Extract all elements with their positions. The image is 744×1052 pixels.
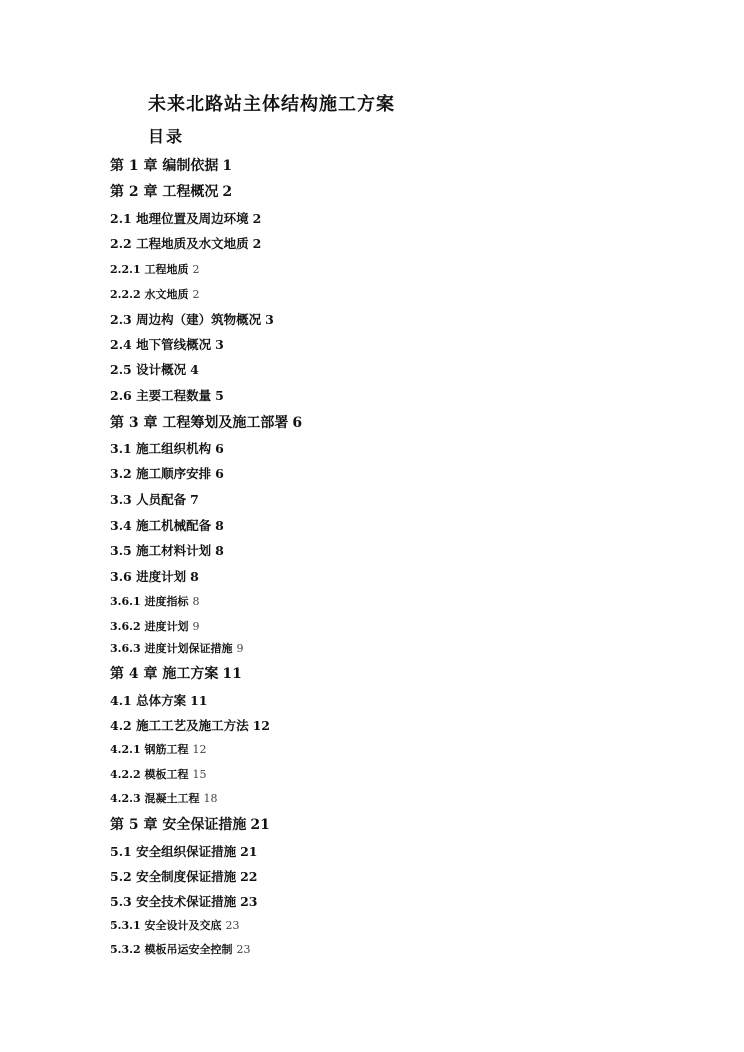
toc-entry-title: 3.5 施工材料计划: [110, 543, 212, 558]
toc-entry-title: 3.6.2 进度计划: [110, 620, 189, 633]
toc-entry-title: 5.3 安全技术保证措施: [110, 894, 237, 909]
toc-entry-title: 3.6 进度计划: [110, 569, 187, 584]
toc-entry-page-number: 23: [240, 894, 258, 909]
toc-entry-page-number: 3: [215, 337, 224, 352]
toc-entry-page-number: 8: [215, 518, 224, 533]
toc-entry[interactable]: [110, 663, 242, 683]
toc-entry[interactable]: [110, 814, 270, 834]
toc-entry-page-number: 2: [192, 263, 200, 276]
toc-entry[interactable]: [110, 917, 239, 933]
toc-entry-page-number: 21: [240, 844, 258, 859]
toc-entry[interactable]: [110, 541, 224, 559]
toc-entry[interactable]: [110, 741, 206, 757]
toc-entry[interactable]: [110, 691, 208, 709]
toc-entry-title: 第 5 章 安全保证措施: [110, 817, 247, 833]
toc-entry-title: 第 3 章 工程筹划及施工部署: [110, 415, 289, 431]
toc-entry[interactable]: [110, 567, 199, 585]
toc-entry-title: 2.1 地理位置及周边环境: [110, 211, 249, 226]
toc-entry-title: 第 2 章 工程概况: [110, 184, 219, 200]
toc-entry-title: 5.2 安全制度保证措施: [110, 869, 237, 884]
toc-entry-page-number: 23: [236, 943, 251, 956]
toc-entry-page-number: 9: [236, 642, 244, 655]
toc-entry[interactable]: [110, 234, 261, 252]
toc-entry-title: 第 1 章 编制依据: [110, 158, 219, 174]
toc-entry-page-number: 18: [203, 792, 218, 805]
toc-entry-page-number: 9: [192, 620, 200, 633]
toc-entry-page-number: 22: [240, 869, 258, 884]
toc-entry-title: 3.1 施工组织机构: [110, 441, 212, 456]
toc-entry[interactable]: [110, 867, 258, 885]
toc-entry-page-number: 11: [222, 666, 242, 682]
toc-entry[interactable]: [110, 490, 199, 508]
toc-heading: 目录: [148, 127, 185, 146]
toc-entry-page-number: 4: [190, 362, 199, 377]
toc-entry[interactable]: [110, 310, 274, 328]
toc-entry-title: 3.6.3 进度计划保证措施: [110, 642, 233, 655]
toc-entry[interactable]: [110, 286, 199, 302]
toc-entry-page-number: 3: [265, 312, 274, 327]
toc-entry-page-number: 6: [215, 466, 224, 481]
toc-entry-page-number: 11: [190, 693, 208, 708]
toc-entry[interactable]: [110, 618, 199, 634]
toc-entry-page-number: 2: [252, 211, 262, 226]
toc-entry-page-number: 8: [215, 543, 224, 558]
toc-entry-title: 2.6 主要工程数量: [110, 388, 212, 403]
toc-entry[interactable]: [110, 181, 232, 201]
toc-entry[interactable]: [110, 464, 224, 482]
toc-entry-page-number: 12: [192, 743, 207, 756]
toc-entry-page-number: 6: [215, 441, 224, 456]
toc-entry[interactable]: [110, 516, 224, 534]
toc-entry[interactable]: [110, 640, 243, 656]
toc-entry-page-number: 7: [190, 492, 199, 507]
toc-entry-title: 4.2.2 模板工程: [110, 768, 189, 781]
toc-entry[interactable]: [110, 439, 224, 457]
toc-entry-title: 3.2 施工顺序安排: [110, 466, 212, 481]
toc-entry[interactable]: [110, 335, 224, 353]
toc-entry-page-number: 6: [292, 415, 303, 431]
toc-entry[interactable]: [110, 593, 199, 609]
toc-entry-title: 3.4 施工机械配备: [110, 518, 212, 533]
toc-entry[interactable]: [110, 155, 232, 175]
toc-entry-title: 4.2 施工工艺及施工方法: [110, 718, 249, 733]
toc-entry-page-number: 5: [215, 388, 224, 403]
toc-entry-page-number: 1: [222, 158, 233, 174]
toc-entry[interactable]: [110, 412, 302, 432]
toc-entry[interactable]: [110, 360, 199, 378]
toc-entry-title: 2.2.1 工程地质: [110, 263, 189, 276]
toc-entry[interactable]: [110, 386, 224, 404]
toc-entry[interactable]: [110, 842, 258, 860]
toc-entry-title: 4.1 总体方案: [110, 693, 187, 708]
toc-entry-page-number: 2: [192, 288, 200, 301]
toc-entry-page-number: 21: [250, 817, 270, 833]
toc-entry-title: 2.5 设计概况: [110, 362, 187, 377]
toc-entry[interactable]: [110, 209, 261, 227]
toc-entry-title: 3.3 人员配备: [110, 492, 187, 507]
toc-entry-title: 2.2.2 水文地质: [110, 288, 189, 301]
toc-entry-title: 2.3 周边构（建）筑物概况: [110, 312, 262, 327]
toc-entry-page-number: 8: [192, 595, 200, 608]
toc-entry-page-number: 12: [252, 718, 271, 733]
toc-entry-page-number: 23: [225, 919, 240, 932]
toc-entry-title: 2.2 工程地质及水文地质: [110, 236, 249, 251]
toc-entry-title: 5.3.2 模板吊运安全控制: [110, 943, 233, 956]
toc-entry-page-number: 15: [192, 768, 207, 781]
toc-entry-title: 4.2.3 混凝土工程: [110, 792, 200, 805]
toc-entry-title: 5.3.1 安全设计及交底: [110, 919, 222, 932]
toc-entry[interactable]: [110, 941, 250, 957]
toc-entry[interactable]: [110, 716, 270, 734]
toc-entry-page-number: 2: [252, 236, 262, 251]
toc-entry[interactable]: [110, 892, 258, 910]
toc-entry[interactable]: [110, 766, 206, 782]
toc-entry[interactable]: [110, 790, 217, 806]
toc-entry-title: 4.2.1 钢筋工程: [110, 743, 189, 756]
toc-entry-title: 5.1 安全组织保证措施: [110, 844, 237, 859]
toc-entry-page-number: 8: [190, 569, 199, 584]
document-title: 未来北路站主体结构施工方案: [148, 94, 395, 115]
toc-entry[interactable]: [110, 261, 199, 277]
toc-entry-page-number: 2: [222, 184, 233, 200]
toc-entry-title: 第 4 章 施工方案: [110, 666, 219, 682]
toc-entry-title: 3.6.1 进度指标: [110, 595, 189, 608]
toc-entry-title: 2.4 地下管线概况: [110, 337, 212, 352]
